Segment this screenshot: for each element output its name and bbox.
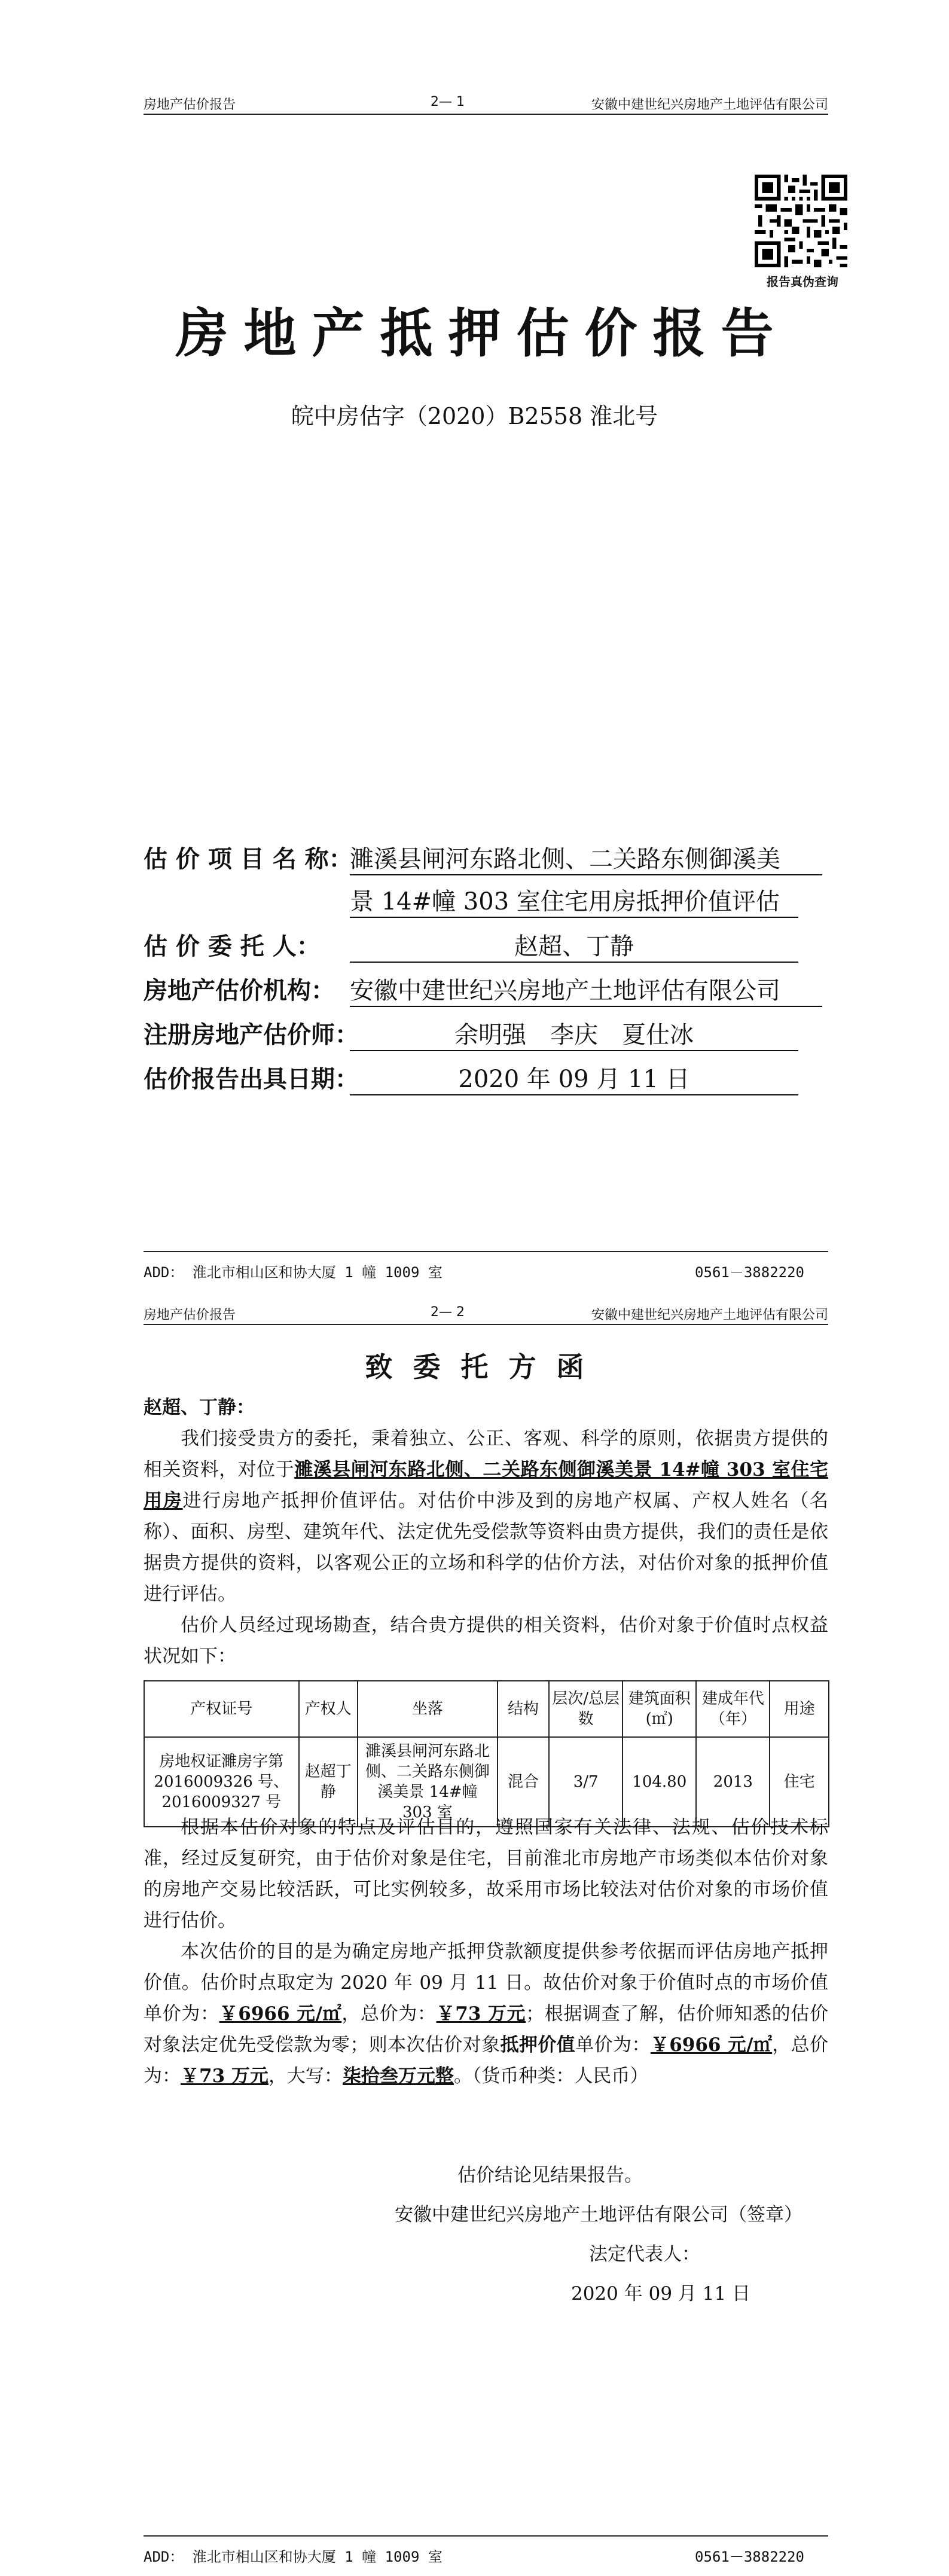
header-left: 房地产估价报告 <box>144 1308 236 1323</box>
signing-company: 安徽中建世纪兴房地产土地评估有限公司（签章） <box>395 2204 802 2226</box>
table-header-cell: 产权证号 <box>144 1681 299 1737</box>
para4-text-d: 单价为： <box>575 2034 651 2056</box>
footer-divider <box>144 2535 828 2537</box>
footer-phone: 0561－3882220 <box>695 1264 804 1281</box>
conclusion-note: 估价结论见结果报告。 <box>457 2165 643 2186</box>
mortgage-value-label: 抵押价值 <box>500 2034 576 2056</box>
para4-text-e: ，总价为： <box>144 2034 829 2087</box>
table-cell-location: 濉溪县闸河东路北侧、二关路东侧御溪美景 14#幢 303 室 <box>358 1737 498 1827</box>
header-left: 房地产估价报告 <box>144 97 236 112</box>
header-page-number: 2— 2 <box>431 1305 465 1320</box>
market-unit-price: ￥6966 元/㎡ <box>219 2003 342 2025</box>
table-header-cell: 结构 <box>498 1681 549 1737</box>
table-header-cell: 层次/总层数 <box>549 1681 623 1737</box>
appraisers-value: 余明强 李庆 夏仕冰 <box>350 1016 798 1051</box>
issue-date-value: 2020 年 09 月 11 日 <box>350 1060 798 1095</box>
header-company: 安徽中建世纪兴房地产土地评估有限公司 <box>591 1308 828 1323</box>
letter-conclusion <box>144 1812 828 2092</box>
table-cell-owner: 赵超丁静 <box>299 1737 358 1827</box>
table-header-cell: 坐落 <box>358 1681 498 1737</box>
total-price-uppercase: 柒拾叁万元整 <box>342 2065 454 2087</box>
page-footer <box>144 1260 828 1281</box>
table-cell-use: 住宅 <box>770 1737 829 1827</box>
page-footer <box>144 2545 828 2566</box>
table-cell-structure: 混合 <box>498 1737 549 1827</box>
mortgage-unit-price: ￥6966 元/㎡ <box>650 2034 773 2056</box>
para1-text-a: 我们接受贵方的委托，秉着独立、公正、客观、科学的原则，依据贵方提供的相关资料，对位于 <box>144 1428 828 1481</box>
paragraph-entrustment <box>144 1423 828 1610</box>
agency-value: 安徽中建世纪兴房地产土地评估有限公司 <box>350 972 822 1007</box>
qr-code-icon[interactable] <box>755 175 847 267</box>
footer-divider <box>144 1251 828 1252</box>
issue-date-label: 估价报告出具日期： <box>144 1065 359 1093</box>
paragraph-method: 根据本估价对象的特点及评估目的，遵照国家有关法律、法规、估价技术标准，经过反复研究，由于估价对象是住宅，目前淮北市房地产市场类似本估价对象的房地产交易比较活跃，可比实例较多，故采用市场比较法对估价对象的市场价值进行估价。 <box>144 1817 828 1931</box>
table-header-cell: 用途 <box>770 1681 829 1737</box>
addressee: 赵超、丁静： <box>144 1397 255 1418</box>
appraisers-label: 注册房地产估价师： <box>144 1021 359 1049</box>
report-title: 房地产抵押估价报告 <box>175 302 789 364</box>
paragraph-survey: 估价人员经过现场勘查，结合贵方提供的相关资料，估价对象于价值时点权益状况如下： <box>144 1614 828 1667</box>
letter-title: 致委托方函 <box>365 1351 605 1383</box>
footer-address: ADD： 淮北市相山区和协大厦 1 幢 1009 室 <box>144 1264 443 1281</box>
letter-intro <box>144 1392 828 1672</box>
project-name-value-line1: 濉溪县闸河东路北侧、二关路东侧御溪美 <box>350 840 822 875</box>
para1-text-b: 进行房地产抵押价值评估。对估价中涉及到的房地产权属、产权人姓名（名称）、面积、房型、建筑年代、法定优先受偿款等资料由贵方提供，我们的责任是依据贵方提供的资料，以客观公正的立场和科学的估价方法，对估价对象的抵押价值进行评估。 <box>144 1490 828 1605</box>
client-value: 赵超、丁静 <box>350 927 798 963</box>
qr-caption: 报告真伪查询 <box>767 274 838 289</box>
letter-to-client-page <box>0 1292 949 2576</box>
document-number: 皖中房估字（2020）B2558 淮北号 <box>291 403 658 429</box>
table-header-cell: 建成年代（年） <box>696 1681 770 1737</box>
table-cell-cert-no: 房地权证濉房字第 2016009326 号、2016009327 号 <box>144 1737 299 1827</box>
client-label: 估 价 委 托 人： <box>144 932 321 960</box>
table-cell-area: 104.80 <box>623 1737 696 1827</box>
table-cell-year: 2013 <box>696 1737 770 1827</box>
property-location: 濉溪县闸河东路北侧、二关路东侧御溪美景 14#幢 303 室住宅用房 <box>144 1459 828 1512</box>
legal-representative: 法定代表人： <box>589 2244 700 2265</box>
para4-text-c: ；根据调查了解，估价师知悉的估价对象法定优先受偿款为零；则本次估价对象 <box>144 2003 828 2056</box>
table-header-row <box>144 1681 829 1737</box>
paragraph-valuation <box>144 1936 828 2092</box>
letter-date: 2020 年 09 月 11 日 <box>571 2283 751 2305</box>
page-header <box>144 1300 828 1325</box>
project-name-value-line2: 景 14#幢 303 室住宅用房抵押价值评估 <box>350 883 798 918</box>
page-header <box>144 90 828 115</box>
para4-text-b: ，总价为： <box>341 2003 437 2025</box>
para4-text-f: ，大写： <box>268 2065 343 2087</box>
table-header-cell: 产权人 <box>299 1681 358 1737</box>
header-company: 安徽中建世纪兴房地产土地评估有限公司 <box>591 97 828 112</box>
footer-phone: 0561－3882220 <box>695 2548 804 2565</box>
agency-label: 房地产估价机构： <box>144 976 335 1005</box>
market-total-price: ￥73 万元 <box>436 2003 526 2025</box>
project-name-label: 估 价 项 目 名 称： <box>144 845 353 873</box>
para4-text-a: 本次估价的目的是为确定房地产抵押贷款额度提供参考依据而评估房地产抵押价值。估价时点取定为 2020 年 09 月 11 日。故估价对象于价值时点的市场价值单价为： <box>144 1941 828 2025</box>
footer-address: ADD： 淮北市相山区和协大厦 1 幢 1009 室 <box>144 2548 443 2565</box>
table-header-cell: 建筑面积(㎡) <box>623 1681 696 1737</box>
table-cell-floor: 3/7 <box>549 1737 623 1827</box>
mortgage-total-price: ￥73 万元 <box>181 2065 268 2087</box>
para4-text-g: 。（货币种类：人民币） <box>453 2065 649 2087</box>
header-page-number: 2— 1 <box>431 94 465 109</box>
property-rights-table <box>144 1680 829 1827</box>
